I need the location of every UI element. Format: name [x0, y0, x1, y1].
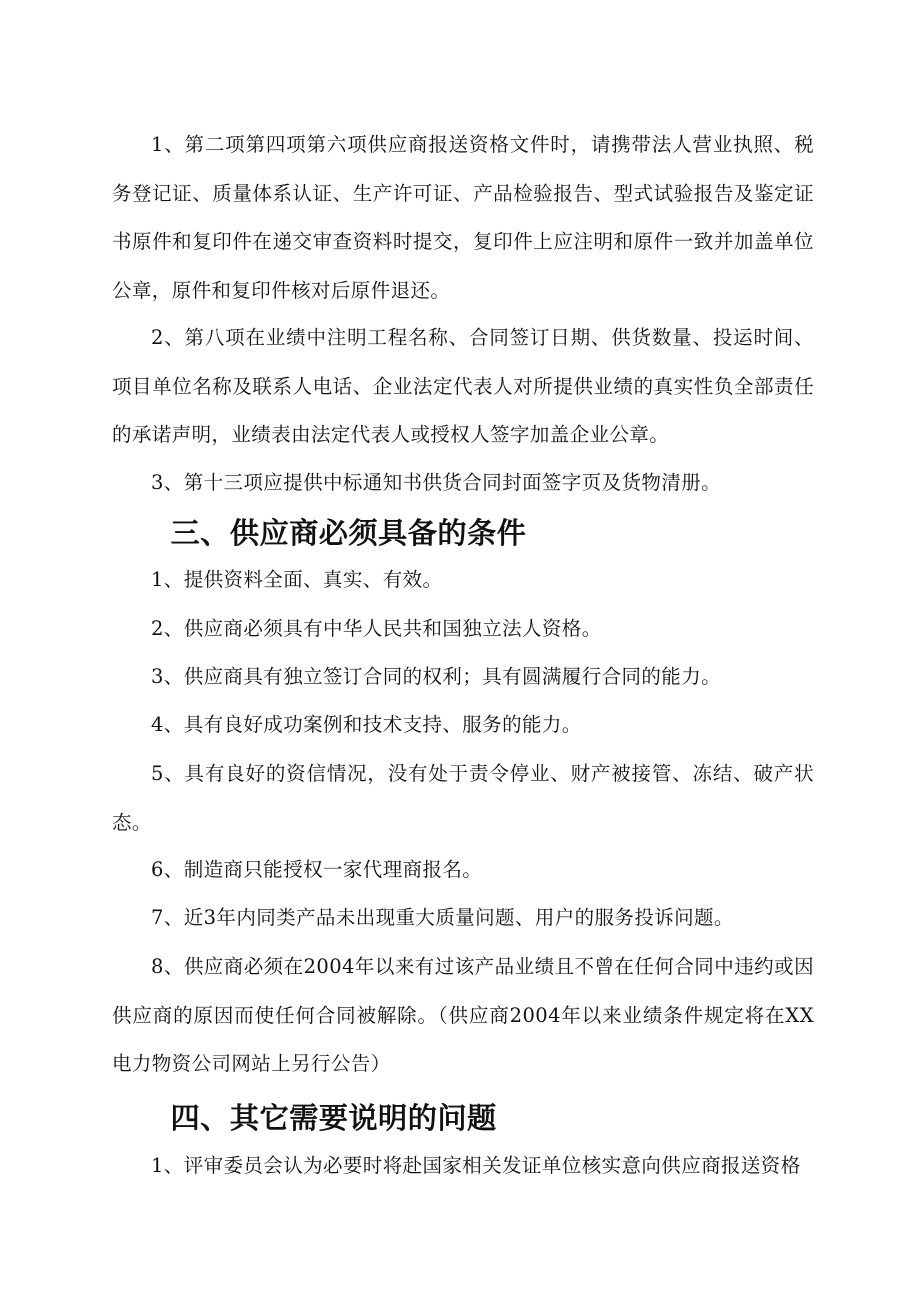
requirement-item-6: 6、制造商只能授权一家代理商报名。 — [151, 858, 483, 881]
requirement-item-2: 2、供应商必须具有中华人民共和国独立法人资格。 — [151, 617, 602, 640]
paragraph-item-2-performance: 2、第八项在业绩中注明工程名称、合同签订日期、供货数量、投运时间、项目单位名称及联系人电话、企业法定代表人对所提供业绩的真实性负全部责任的承诺声明，业绩表由法定代表人或授权人签字加盖企业公章。 — [112, 326, 814, 446]
paragraph-item-1-credentials: 1、第二项第四项第六项供应商报送资格文件时，请携带法人营业执照、税务登记证、质量体系认证、生产许可证、产品检验报告、型式试验报告及鉴定证书原件和复印件在递交审查资料时提交，复印件上应注明和原件一致并加盖单位公章，原件和复印件核对后原件退还。 — [112, 133, 814, 302]
requirement-item-1: 1、提供资料全面、真实、有效。 — [151, 568, 443, 591]
paragraph-item-3-notice: 3、第十三项应提供中标通知书供货合同封面签字页及货物清册。 — [151, 471, 722, 494]
other-issue-item-1: 1、评审委员会认为必要时将赴国家相关发证单位核实意向供应商报送资格 — [151, 1154, 801, 1177]
requirement-item-4: 4、具有良好成功案例和技术支持、服务的能力。 — [151, 713, 582, 736]
requirement-item-5: 5、具有良好的资信情况，没有处于责令停业、财产被接管、冻结、破产状态。 — [112, 762, 814, 834]
requirement-item-8: 8、供应商必须在2004年以来有过该产品业绩且不曾在任何合同中违约或因供应商的原因而使任何合同被解除。（供应商2004年以来业绩条件规定将在XX电力物资公司网站上另行公告） — [112, 955, 814, 1075]
section-heading-requirements: 三、供应商必须具备的条件 — [170, 516, 527, 550]
requirement-item-3: 3、供应商具有独立签订合同的权利；具有圆满履行合同的能力。 — [151, 665, 722, 688]
section-heading-other-issues: 四、其它需要说明的问题 — [170, 1101, 497, 1135]
requirement-item-7: 7、近3年内同类产品未出现重大质量问题、用户的服务投诉问题。 — [151, 906, 734, 929]
